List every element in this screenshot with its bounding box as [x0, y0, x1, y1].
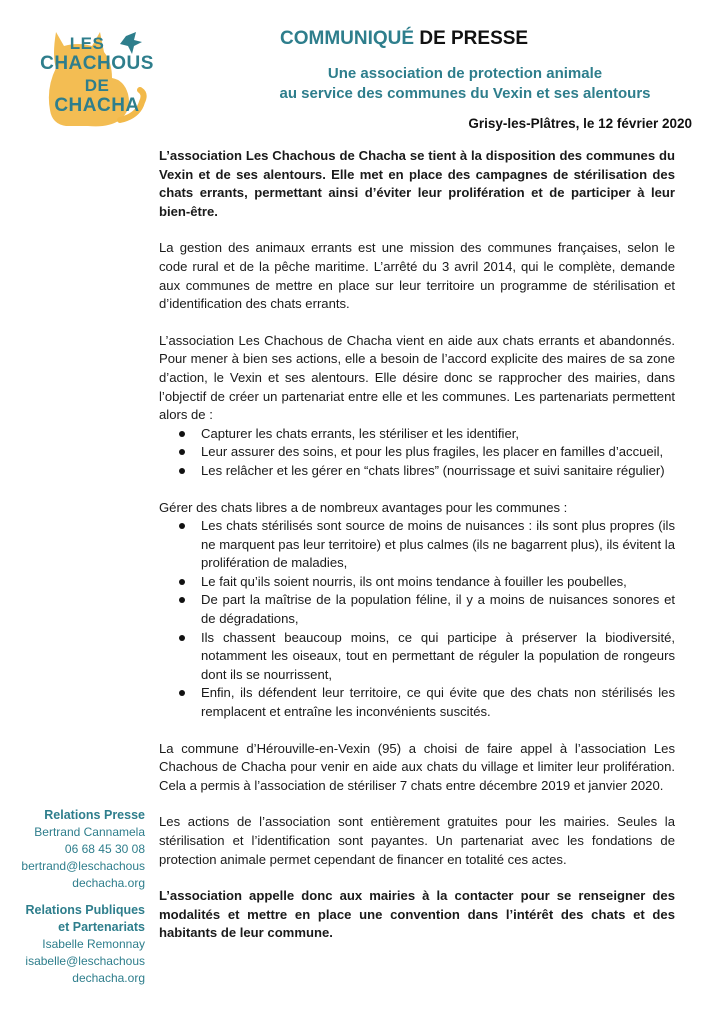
list-item: Leur assurer des soins, et pour les plus fragiles, les placer en familles d’accueil,: [201, 443, 675, 462]
logo-line-chachous: CHACHOUS: [40, 53, 154, 74]
press-phone: 06 68 45 30 08: [64, 842, 145, 856]
paragraph-advantages: Gérer des chats libres a de nombreux avantages pour les communes :: [159, 499, 568, 515]
logo-line-les: LES: [69, 34, 105, 53]
brand-logo: [38, 28, 156, 128]
list-item: Capturer les chats errants, les stériliser et les identifier,: [201, 425, 675, 444]
subtitle-line-2: au service des communes du Vexin et ses alentours: [279, 85, 651, 102]
contacts-sidebar: [10, 807, 145, 997]
list-item: De part la maîtrise de la population féline, il y a moins de nuisances sonores et de dégradations,: [201, 591, 675, 628]
list-item: Le fait qu’ils soient nourris, ils ont moins tendance à fouiller les poubelles,: [201, 573, 675, 592]
closing-paragraph: L’association appelle donc aux mairies à la contacter pour se renseigner des modalités et mettre en place une convention dans l’intérêt des chats et des habitants de leur commune.: [159, 888, 675, 941]
subtitle-line-1: Une association de protection animale: [327, 65, 603, 82]
partnership-list: [159, 425, 675, 481]
press-name: Bertrand Cannamela: [34, 825, 145, 839]
press-heading: Relations Presse: [44, 808, 145, 822]
advantages-list: [159, 517, 675, 722]
logo-line-de: DE: [84, 76, 110, 95]
paragraph-association: L’association Les Chachous de Chacha vient en aide aux chats errants et abandonnés. Pour mener à bien ses actions, elle a besoin de l’accord explicite des maires de sa zone d’action, le Vexin et ses alentours. Elle désire donc se rapprocher des mairies, dans l’objectif de créer un partenariat entre elle et les communes. Les partenariats permettent alors de :: [159, 332, 675, 423]
paragraph-costs: Les actions de l’association sont entièrement gratuites pour les mairies. Seules la stérilisation et l’identification sont payantes. Un partenariat avec les fondations de protection animale permet cependant de financer en totalité ces actes.: [159, 814, 675, 867]
paragraph-legal: La gestion des animaux errants est une mission des communes françaises, selon le code rural et de la pêche maritime. L’arrêté du 3 avril 2014, qui le complète, demande aux communes de mettre en place sur leur territoire un programme de stérilisation et d’identification des chats errants.: [159, 240, 675, 312]
press-email-line-2[interactable]: dechacha.org: [72, 876, 145, 890]
dateline: Grisy-les-Plâtres, le 12 février 2020: [468, 116, 692, 131]
public-contact: [10, 902, 145, 987]
intro-paragraph: L’association Les Chachous de Chacha se tient à la disposition des communes du Vexin et de ses alentours. Elle met en place des campagnes de stérilisation des chats errants, permettant ainsi d’éviter leur prolifération et de participer à leur bien-être.: [159, 148, 675, 219]
press-release-body: [159, 147, 675, 961]
public-name: Isabelle Remonnay: [42, 937, 145, 951]
page-title: [280, 28, 528, 50]
logo-line-chacha: CHACHA: [54, 95, 140, 116]
list-item: Les relâcher et les gérer en “chats libres” (nourrissage et suivi sanitaire régulier): [201, 462, 675, 481]
title-accent: COMMUNIQUÉ: [280, 28, 415, 49]
press-contact: [10, 807, 145, 892]
subtitle: [230, 64, 700, 104]
list-item: Les chats stérilisés sont source de moins de nuisances : ils sont plus propres (ils ne marquent pas leur territoire) et plus calmes (ils ne bagarrent plus), ils évitent la prolifération de maladies,: [201, 517, 675, 573]
public-email-line-1[interactable]: isabelle@leschachous: [25, 954, 145, 968]
public-heading-line-2: et Partenariats: [58, 920, 145, 934]
public-heading-line-1: Relations Publiques: [25, 903, 145, 917]
public-email-line-2[interactable]: dechacha.org: [72, 971, 145, 985]
title-rest: DE PRESSE: [414, 28, 529, 49]
list-item: Ils chassent beaucoup moins, ce qui participe à préserver la biodiversité, notamment les oiseaux, tout en permettant de réguler la population de rongeurs dont ils se nourrissent,: [201, 629, 675, 685]
list-item: Enfin, ils défendent leur territoire, ce qui évite que des chats non stérilisés les remplacent et entraîne les inconvénients suscités.: [201, 684, 675, 721]
paragraph-herouville: La commune d’Hérouville-en-Vexin (95) a choisi de faire appel à l’association Les Chachous de Chacha pour venir en aide aux chats du village et limiter leur prolifération. Cela a permis à l’association de stériliser 7 chats entre décembre 2019 et janvier 2020.: [159, 740, 675, 793]
press-email-line-1[interactable]: bertrand@leschachous: [21, 859, 145, 873]
